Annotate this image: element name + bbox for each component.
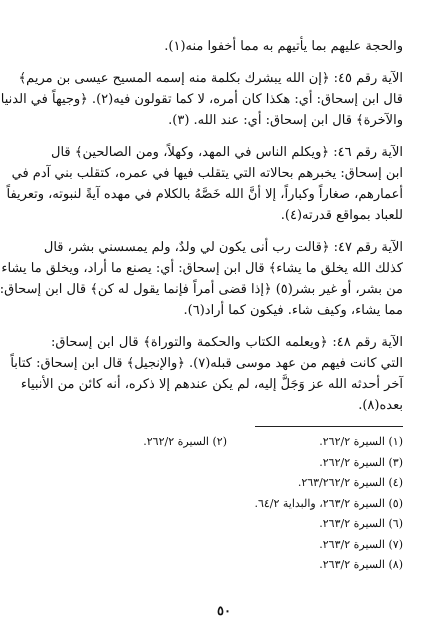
footnote-row: [51, 555, 403, 576]
text-line: للعباد بمواقع قدرته(٤).: [280, 208, 403, 223]
paragraph-verse-46: [6, 142, 403, 226]
text-line: والحجة عليهم بما يأتيهم به مما أخفوا منه(١).: [164, 39, 403, 54]
text-line: الآية رقم ٤٨: ﴿ويعلمه الكتاب والحكمة والتوراة﴾ قال ابن إسحاق:: [51, 335, 403, 350]
footnote: (٥) السيرة ٢٦٣/٢، والبداية ٦٤/٢.: [254, 496, 403, 510]
footnote-row: [51, 535, 403, 556]
footnote: (٤) السيرة ٢٦٣/٢٦٢/٢.: [297, 476, 403, 489]
text-line: كذلك الله يخلق ما يشاء﴾ قال ابن إسحاق: أي: يصنع ما أراد، ويخلق ما يشاء: [1, 261, 403, 276]
text-line: التي كانت فيهم من عهد موسى قبله(٧). ﴿والإنجيل﴾ قال ابن إسحاق: كتاباً: [10, 356, 403, 371]
text-line: أعمارهم، صغاراً وكباراً، إلا أنَّ الله خَصَّهُ بالكلام في مهده آيةً لنبوته، وتعريفاً: [6, 187, 403, 202]
footnote: (٢) السيرة ٢٦٢/٢.: [143, 435, 227, 448]
text-line: الآية رقم ٤٧: ﴿قالت رب أنى يكون لي ولدٌ، ولم يمسسني بشر، قال: [43, 240, 403, 255]
text-line: من بشر، أو غير بشر(٥) ﴿إذا قضى أمراً فإنما يقول له كن﴾ قال ابن إسحاق:: [0, 282, 403, 297]
footnote-separator: [255, 426, 403, 427]
text-line: والآخرة﴾ قال ابن إسحاق: أي: عند الله. (٣).: [168, 113, 403, 128]
footnote-row: [51, 432, 403, 453]
paragraph-verse-45: [0, 68, 403, 131]
footnote-row: [51, 473, 403, 494]
footnote: (٨) السيرة ٢٦٣/٢.: [319, 558, 403, 571]
footnote: (٧) السيرة ٢٦٣/٢.: [319, 537, 403, 551]
text-line: قال ابن إسحاق: أي: هكذا كان أمره، لا كما تقولون فيه(٢). ﴿وجيهاً في الدنيا: [0, 92, 403, 107]
footnote: (١) السيرة ٢٦٢/٢.: [319, 435, 403, 448]
text-line: آخر أحدثه الله عز وَجَلَّ إليه، لم يكن عندهم إلا ذكره، أنه كائن من الأنبياء: [20, 377, 403, 392]
footnote-row: [51, 494, 403, 515]
text-line: الآية رقم ٤٥: ﴿إن الله يبشرك بكلمة منه إسمه المسيح عيسى بن مريم﴾: [18, 71, 403, 86]
text-line: الآية رقم ٤٦: ﴿ويكلم الناس في المهد، وكهلاً، ومن الصالحين﴾ قال: [51, 145, 403, 160]
text-line: بعده(٨).: [358, 398, 403, 413]
footnote-row: [51, 453, 403, 474]
page-body: [0, 36, 403, 416]
footnotes: [51, 432, 403, 576]
page-number: ٥٠: [217, 604, 231, 619]
text-line: مما يشاء، وكيف شاء. فيكون كما أراد(٦).: [183, 303, 403, 318]
paragraph-verse-48: [10, 332, 403, 416]
paragraph-0: [51, 36, 403, 57]
footnote: (٦) السيرة ٢٦٣/٢.: [319, 517, 403, 530]
footnote-row: [51, 514, 403, 535]
paragraph-verse-47: [0, 237, 403, 321]
footnote: (٣) السيرة ٢٦٢/٢.: [319, 455, 403, 469]
text-line: ابن إسحاق: يخبرهم بحالاته التي يتقلب فيها في عمره، كتقلب بني آدم في: [11, 166, 403, 181]
